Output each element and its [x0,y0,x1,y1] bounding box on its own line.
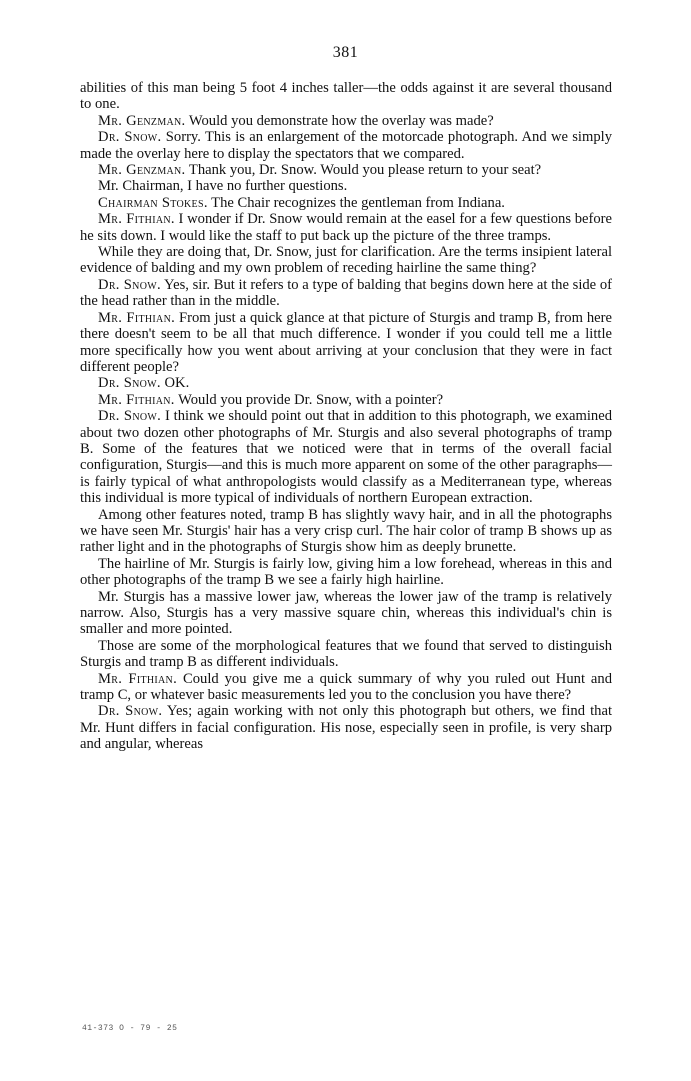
speaker-name: Mr. Fithian. [98,211,175,228]
paragraph [80,129,612,162]
paragraph [80,671,612,704]
paragraph [80,392,612,408]
paragraph-text: Sorry. This is an enlargement of the motorcade photograph. And we simply made the overlay here to display the spectators that we compared. [80,129,612,162]
transcript-body [80,80,612,753]
paragraph-text: Would you demonstrate how the overlay was made? [185,112,494,129]
paragraph [80,408,612,506]
speaker-name: Dr. Snow. [98,129,162,146]
paragraph-text: Yes; again working with not only this photograph but others, we find that Mr. Hunt differs in facial configuration. His nose, especially seen in profile, is very sharp and angular, whereas [80,703,613,753]
paragraph [80,638,612,671]
speaker-name: Mr. Genzman. [98,112,186,129]
page-number: 381 [332,44,359,61]
paragraph-text: abilities of this man being 5 foot 4 inches taller—the odds against it are several thousand to one. [80,80,612,113]
speaker-name: Dr. Snow. [98,276,161,293]
speaker-name: Mr. Genzman. [98,162,186,179]
paragraph [80,589,612,638]
paragraph-text: The Chair recognizes the gentleman from Indiana. [207,194,505,211]
paragraph-text: Would you provide Dr. Snow, with a pointer? [174,391,444,408]
paragraph [80,178,612,194]
paragraph [80,195,612,211]
paragraph [80,310,612,376]
paragraph-text: Those are some of the morphological features that we found that served to distinguish Sturgis and tramp B as different individuals. [80,637,612,671]
speaker-name: Dr. Snow. [98,703,163,720]
paragraph [80,277,612,310]
paragraph-text: Thank you, Dr. Snow. Would you please return to your seat? [185,162,542,179]
speaker-name: Mr. Fithian. [98,391,175,408]
paragraph-text: I think we should point out that in addition to this photograph, we examined about two dozen other photographs of Mr. Sturgis and also several photographs of tramp B. Some of the features that we noticed were that in terms of the overall facial configuration, Sturgis—and this is much more apparent on some of the other paragraphs—is fairly typical of what anthropologists would classify as a Mediterranean type, whereas this individual is more typical of individuals of northern European extraction. [80,408,612,507]
paragraph-text: Yes, sir. But it refers to a type of balding that begins down here at the side of the head rather than in the middle. [80,276,613,310]
speaker-name: Chairman Stokes. [98,194,208,211]
paragraph-text: Could you give me a quick summary of why you ruled out Hunt and tramp C, or whatever basic measurements led you to the conclusion you have there? [80,670,613,704]
paragraph [80,113,612,129]
paragraph-text: From just a quick glance at that picture of Sturgis and tramp B, from here there doesn't seem to be all that much difference. I wonder if you could tell me a little more specifically how you went about arriving at your conclusion that they were in fact different people? [80,309,613,375]
paragraph [80,556,612,589]
speaker-name: Mr. Fithian. [98,670,178,687]
paragraph [80,80,612,113]
paragraph-text: Mr. Chairman, I have no further questions. [98,178,348,195]
speaker-name: Mr. Fithian. [98,309,176,326]
paragraph [80,703,612,752]
paragraph [80,507,612,556]
paragraph [80,162,612,178]
paragraph-text: While they are doing that, Dr. Snow, just for clarification. Are the terms insipient lateral evidence of balding and my own problem of receding hairline the same thing? [80,244,612,277]
paragraph-text: I wonder if Dr. Snow would remain at the easel for a few questions before he sits down. I would like the staff to put back up the picture of the three tramps. [80,211,613,244]
paragraph-text: Mr. Sturgis has a massive lower jaw, whereas the lower jaw of the tramp is relatively narrow. Also, Sturgis has a very massive square chin, whereas this individual's chin is smaller and more pointed. [80,588,612,638]
paragraph [80,211,612,244]
paragraph-text: The hairline of Mr. Sturgis is fairly low, giving him a low forehead, whereas in this and other photographs of the tramp B we see a fairly high hairline. [80,555,612,589]
paragraph-text: Among other features noted, tramp B has slightly wavy hair, and in all the photographs we have seen Mr. Sturgis' hair has a very crisp curl. The hair color of tramp B shows up as rather light and in the photographs of Sturgis show him as deeply brunette. [80,506,612,556]
paragraph [80,375,612,391]
paragraph [80,244,612,277]
speaker-name: Dr. Snow. [98,375,161,392]
speaker-name: Dr. Snow. [98,408,162,425]
print-code-footer: 41-373 O - 79 - 25 [82,1024,178,1033]
paragraph-text: OK. [160,375,190,392]
